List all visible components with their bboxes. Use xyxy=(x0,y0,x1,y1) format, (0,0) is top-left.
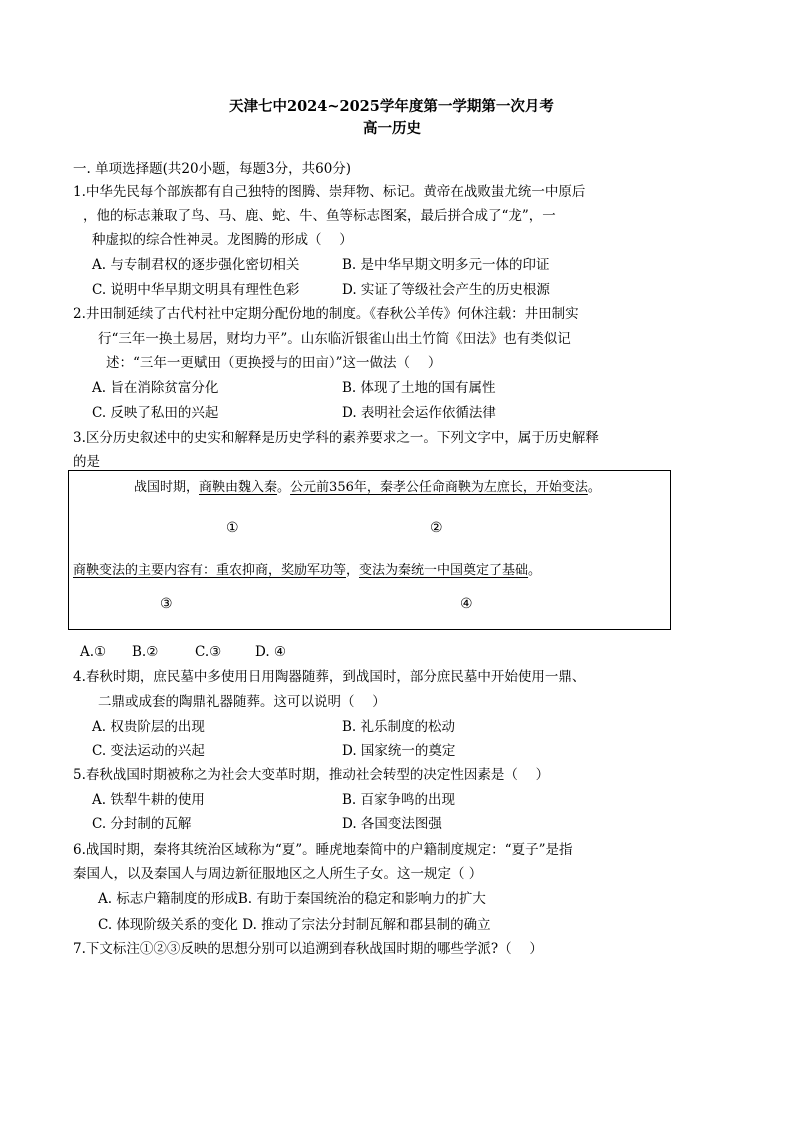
q2-option-b: B. 体现了土地的国有属性 xyxy=(342,380,496,396)
q1-stem-line2: ，他的标志兼取了鸟、马、鹿、蛇、牛、鱼等标志图案，最后拼合成了“龙”，一 xyxy=(83,208,556,224)
q1-option-d: D. 实证了等级社会产生的历史根源 xyxy=(342,282,550,298)
q3-option-c: C.③ xyxy=(195,644,222,660)
q4-option-b: B. 礼乐制度的松动 xyxy=(342,719,456,735)
q3-box-s1-underline2: 公元前356年，秦孝公任命商鞅为左庶长，开始变法 xyxy=(290,480,588,495)
q1-option-a: A. 与专制君权的逐步强化密切相关 xyxy=(92,257,300,273)
q3-marker-4: ④ xyxy=(460,596,473,612)
q5-option-d: D. 各国变法图强 xyxy=(342,816,442,832)
q3-marker-2: ② xyxy=(430,520,443,536)
q1-stem-line1: 1.中华先民每个部族都有自己独特的图腾、崇拜物、标记。黄帝在战败蚩尤统一中原后 xyxy=(73,184,586,200)
q2-option-a: A. 旨在消除贫富分化 xyxy=(92,380,219,396)
q3-option-a: A.① xyxy=(80,644,107,660)
q3-option-d: D. ④ xyxy=(255,644,287,660)
q1-option-b: B. 是中华早期文明多元一体的印证 xyxy=(342,257,550,273)
q2-option-c: C. 反映了私田的兴起 xyxy=(92,405,219,421)
q4-option-a: A. 权贵阶层的出现 xyxy=(92,719,205,735)
q4-stem-line2: 二鼎或成套的陶鼎礼器随葬。这可以说明（ ） xyxy=(98,694,386,710)
q1-stem-line3: 种虚拟的综合性神灵。龙图腾的形成（ ） xyxy=(92,232,353,248)
q3-box-s1-mid: 。 xyxy=(277,480,291,495)
q5-option-c: C. 分封制的瓦解 xyxy=(92,816,192,832)
q4-option-c: C. 变法运动的兴起 xyxy=(92,743,205,759)
q6-options-ab: A. 标志户籍制度的形成B. 有助于秦国统治的稳定和影响力的扩大 xyxy=(98,891,486,907)
q3-box-s2-underline2: 变法为秦统一中国奠定了基础 xyxy=(359,563,529,578)
q3-box-sentence2 xyxy=(73,562,541,580)
q3-box-s1-lead: 战国时期， xyxy=(134,480,200,495)
q3-marker-1: ① xyxy=(226,520,239,536)
exam-title: 天津七中2024~2025学年度第一学期第一次月考 xyxy=(229,98,554,115)
q3-option-b: B.② xyxy=(132,644,159,660)
q1-option-c: C. 说明中华早期文明具有理性色彩 xyxy=(92,282,300,298)
q2-stem-line3: 述：“三年一更赋田（更换授与的田亩）”这一做法（ ） xyxy=(106,355,442,371)
q5-stem-line1: 5.春秋战国时期被称之为社会大变革时期，推动社会转型的决定性因素是（ ） xyxy=(73,767,550,783)
q3-stem-line2: 的是 xyxy=(73,454,100,470)
q2-option-d: D. 表明社会运作依循法律 xyxy=(342,405,496,421)
q3-box-s2-end: 。 xyxy=(528,563,542,578)
q4-stem-line1: 4.春秋时期，庶民墓中多使用日用陶器随葬，到战国时，部分庶民墓中开始使用一鼎、 xyxy=(73,669,586,685)
q2-stem-line1: 2.井田制延续了古代村社中定期分配份地的制度。《春秋公羊传》何休注载：井田制实 xyxy=(73,306,579,322)
q6-stem-line1: 6.战国时期，秦将其统治区域称为“夏”。睡虎地秦简中的户籍制度规定：“夏子”是指 xyxy=(73,842,573,858)
q3-box-sentence1 xyxy=(134,479,601,497)
q2-stem-line2: 行“三年一换土易居，财均力平”。山东临沂银雀山出土竹简《田法》也有类似记 xyxy=(98,331,571,347)
section-heading: 一. 单项选择题(共20小题，每题3分，共60分) xyxy=(73,161,352,177)
q5-option-a: A. 铁犁牛耕的使用 xyxy=(92,792,205,808)
q7-stem-line1: 7.下文标注①②③反映的思想分别可以追溯到春秋战国时期的哪些学派?（ ） xyxy=(73,941,543,957)
q6-stem-line2: 秦国人，以及秦国人与周边新征服地区之人所生子女。这一规定（ ） xyxy=(73,866,483,882)
q3-box-s2-mid: ， xyxy=(346,563,360,578)
exam-subject: 高一历史 xyxy=(363,120,421,137)
q3-box-s2-underline1: 商鞅变法的主要内容有：重农抑商，奖励军功等 xyxy=(73,563,347,578)
q3-box-s1-end: 。 xyxy=(587,480,601,495)
q5-option-b: B. 百家争鸣的出现 xyxy=(342,792,456,808)
q3-box-s1-underline1: 商鞅由魏入秦 xyxy=(199,480,278,495)
q3-stem-line1: 3.区分历史叙述中的史实和解释是历史学科的素养要求之一。下列文字中，属于历史解释 xyxy=(73,430,599,446)
q6-options-cd: C. 体现阶级关系的变化 D. 推动了宗法分封制瓦解和郡县制的确立 xyxy=(98,917,491,933)
q4-option-d: D. 国家统一的奠定 xyxy=(342,743,456,759)
q3-marker-3: ③ xyxy=(160,596,173,612)
